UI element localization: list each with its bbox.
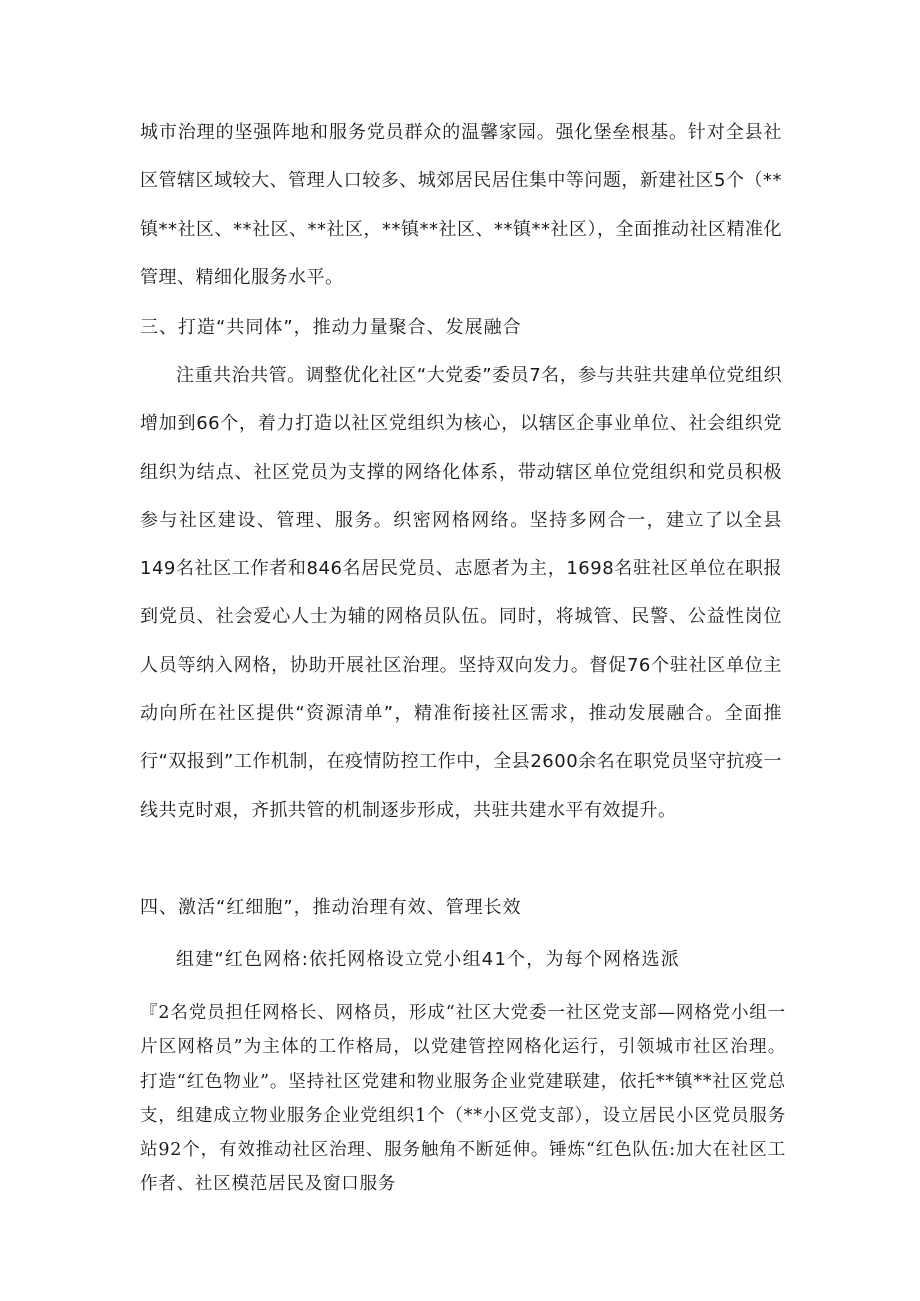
paragraph-section-4-continued: 『2名党员担任网格长、网格员，形成“社区大党委一社区党支部—网格党小组一片区网格员”为主体的工作格局，以党建管控网格化运行，引领城市社区治理。打造“红色物业”。坚持社区党建和物业服务企业党建联建，依托**镇**社区党总支，组建成立物业服务企业党组织1个（**小区党支部），设立居民小区党员服务站92个，有效推动社区治理、服务触角不断延伸。锤炼“红色队伍:加大在社区工作者、社区模范居民及窗口服务 bbox=[140, 1003, 786, 1195]
section-heading-3: 三、打造“共同体”，推动力量聚合、发展融合 bbox=[140, 317, 522, 338]
section-heading-4: 四、激活“红细胞”，推动治理有效、管理长效 bbox=[140, 897, 522, 918]
paragraph-section-3: 注重共治共管。调整优化社区“大党委”委员7名，参与共驻共建单位党组织增加到66个，着力打造以社区党组织为核心，以辖区企事业单位、社会组织党组织为结点、社区党员为支撑的网络化体系，带动辖区单位党组织和党员积极参与社区建设、管理、服务。织密网格网络。坚持多网合一，建立了以全县149名社区工作者和846名居民党员、志愿者为主，1698名驻社区单位在职报到党员、社会爱心人士为辅的网格员队伍。同时，将城管、民警、公益性岗位人员等纳入网格，协助开展社区治理。坚持双向发力。督促76个驻社区单位主动向所在社区提供“资源清单”，精准衔接社区需求，推动发展融合。全面推行“双报到”工作机制，在疫情防控工作中，全县2600余名在职党员坚守抗疫一线共克时艰，齐抓共管的机制逐步形成，共驻共建水平有效提升。 bbox=[140, 365, 782, 821]
paragraph-intro: 城市治理的坚强阵地和服务党员群众的温馨家园。强化堡垒根基。针对全县社区管辖区域较大、管理人口较多、城郊居民居住集中等问题，新建社区5个（**镇**社区、**社区、**社区，**镇**社区、**镇**社区），全面推动社区精准化管理、精细化服务水平。 bbox=[140, 122, 782, 288]
paragraph-section-4-start: 组建“红色网格:依托网格设立党小组41个，为每个网格选派 bbox=[176, 949, 680, 970]
